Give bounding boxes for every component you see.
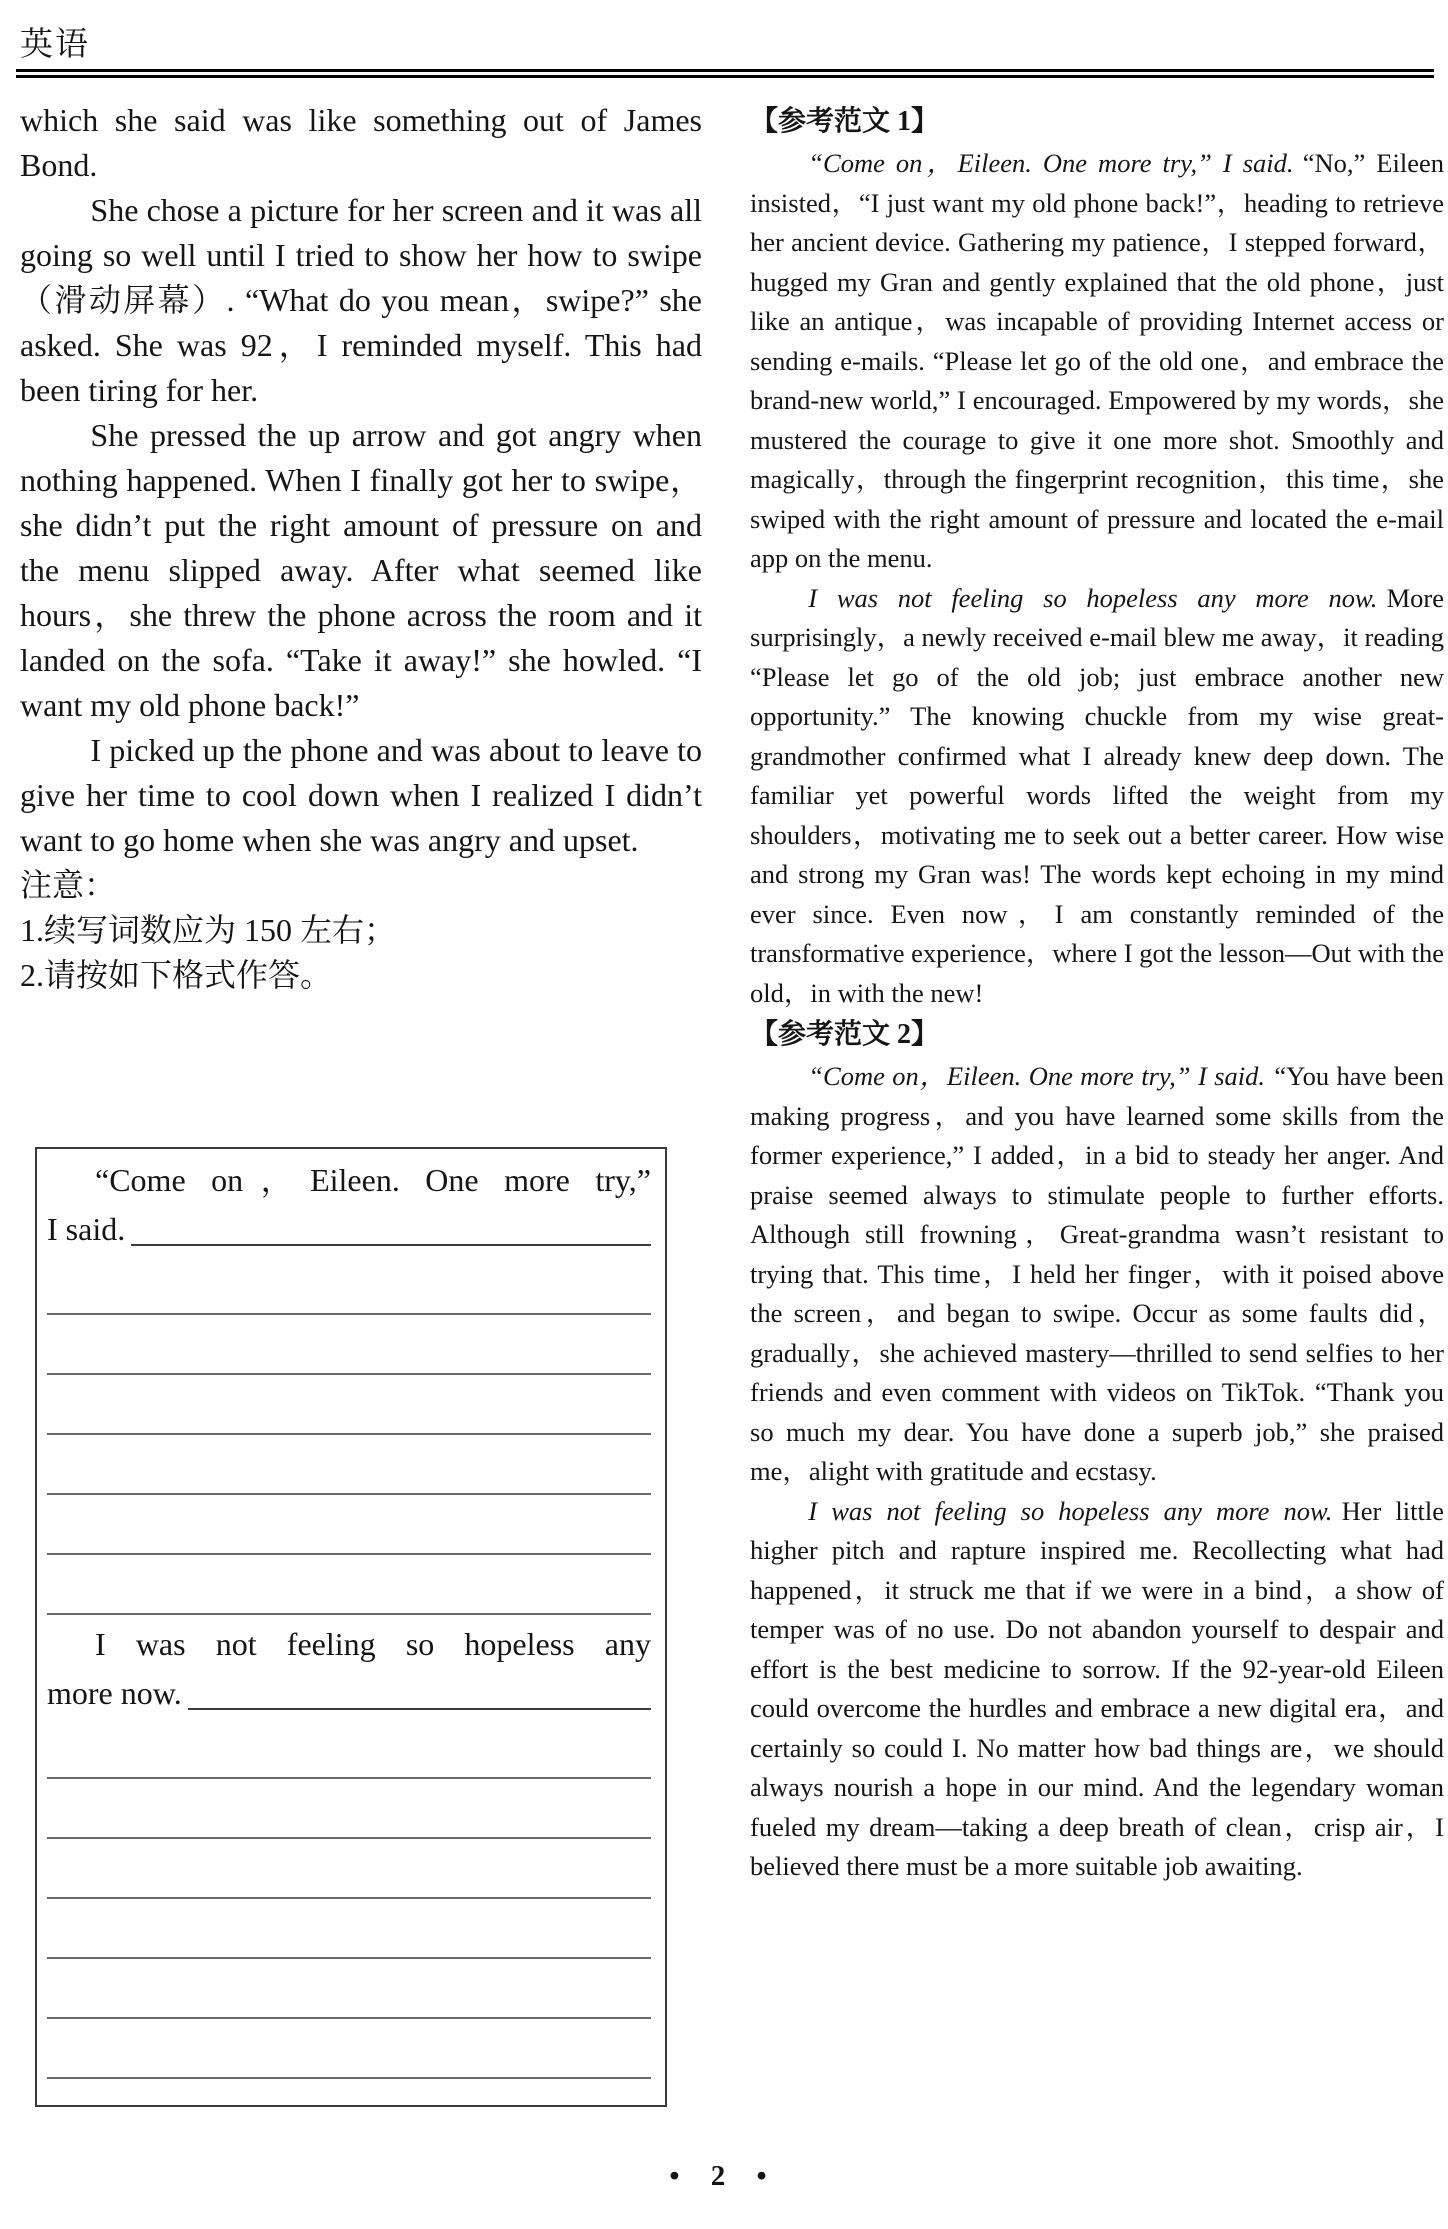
writing-line bbox=[47, 1719, 651, 1779]
essay-paragraph bbox=[750, 579, 1444, 1014]
essay-lead-sentence: I was not feeling so hopeless any more now. bbox=[808, 1495, 1333, 1526]
story-section bbox=[20, 98, 702, 1133]
essay-lead-sentence: “Come on，Eileen. One more try,” I said. bbox=[808, 148, 1294, 178]
essay-2 bbox=[750, 1013, 1444, 1887]
essay-body-text: Her little higher pitch and rapture inspired me. Recollecting what had happened，it struck me that if we were in a bind，a show of temper was of no use. Do not abandon yourself to despair and effort is the best medicine to sorrow. If the 92-year-old Eileen could overcome the hurdles and embrace a new digital era，and certainly so could I. No matter how bad things are，we should always nourish a hope in our mind. And the legendary woman fueled my dream—taking a deep breath of clean，crisp air，I believed there must be a more suitable job awaiting. bbox=[750, 1495, 1444, 1881]
story-paragraph: which she said was like something out of James Bond. bbox=[20, 102, 702, 183]
story-paragraph: She chose a picture for her screen and it was all going so well until I tried to show her how to swipe（滑动屏幕）. “What do you mean，swipe?” she asked. She was 92，I reminded myself. This had been tiring for her. bbox=[20, 192, 702, 408]
writing-line bbox=[47, 1959, 651, 2019]
notice-item: 1.续写词数应为 150 左右； bbox=[20, 912, 397, 948]
answer-sentence-1-continued bbox=[47, 1203, 651, 1255]
writing-line bbox=[47, 1375, 651, 1435]
writing-line bbox=[47, 1495, 651, 1555]
writing-line bbox=[47, 2019, 651, 2079]
writing-line bbox=[47, 1255, 651, 1315]
notice-label: 注意： bbox=[20, 867, 117, 903]
answer-blank-line bbox=[131, 1203, 651, 1246]
story-paragraph: She pressed the up arrow and got angry when nothing happened. When I finally got her to swipe，she didn’t put the right amount of pressure on and the menu slipped away. After what seemed like hours，she threw the phone across the room and it landed on the sofa. “Take it away!” she howled. “I want my old phone back!” bbox=[20, 417, 702, 723]
answer-sentence-1: “Come on，Eileen. One more try,” bbox=[95, 1162, 651, 1198]
essay-1 bbox=[750, 100, 1444, 1013]
essay-body-text: More surprisingly，a newly received e-mail blew me away，it reading “Please let go of the old job; just embrace another new opportunity.” The knowing chuckle from my wise great-grandmother confirmed what I already knew deep down. The familiar yet powerful words lifted the weight from my shoulders，motivating me to seek out a better career. How wise and strong my Gran was! The words kept echoing in my mind ever since. Even now，I am constantly reminded of the transformative experience，where I got the lesson—Out with the old，in with the new! bbox=[750, 582, 1444, 1008]
essay-paragraph bbox=[750, 1492, 1444, 1887]
answer-sentence-1-tail-text: I said. bbox=[47, 1211, 126, 1247]
essay-paragraph bbox=[750, 144, 1444, 579]
essay-paragraph bbox=[750, 1057, 1444, 1492]
writing-line bbox=[47, 1899, 651, 1959]
header-divider bbox=[16, 69, 1434, 78]
writing-line bbox=[47, 1839, 651, 1899]
page-number: • 2 • bbox=[669, 2160, 779, 2192]
writing-line bbox=[47, 1435, 651, 1495]
essay-body-text: “No,” Eileen insisted，“I just want my old phone back!”，heading to retrieve her ancient device. Gathering my patience，I stepped forward，hugged my Gran and gently explained that the old phone，just like an antique，was incapable of providing Internet access or sending e-mails. “Please let go of the old one，and embrace the brand-new world,” I encouraged. Empowered by my words，she mustered the courage to give it one more shot. Smoothly and magically，through the fingerprint recognition，this time，she swiped with the right amount of pressure and located the e-mail app on the menu. bbox=[750, 148, 1444, 573]
answer-sentence-2: I was not feeling so hopeless any bbox=[95, 1626, 651, 1662]
right-column bbox=[750, 100, 1444, 1887]
essay-lead-sentence: I was not feeling so hopeless any more now. bbox=[808, 582, 1378, 613]
essay-lead-sentence: “Come on，Eileen. One more try,” I said. bbox=[808, 1061, 1266, 1091]
answer-box-spacer bbox=[47, 2079, 651, 2105]
answer-sentence-2-continued bbox=[47, 1667, 651, 1719]
writing-line bbox=[47, 1315, 651, 1375]
answer-box bbox=[35, 1147, 667, 2107]
essay-heading: 【参考范文 2】 bbox=[750, 1019, 940, 1050]
essay-heading: 【参考范文 1】 bbox=[750, 106, 940, 137]
notice-item: 2.请按如下格式作答。 bbox=[20, 957, 333, 993]
story-paragraph: I picked up the phone and was about to leave to give her time to cool down when I realized I didn’t want to go home when she was angry and upset. bbox=[20, 732, 702, 858]
answer-sentence-2-tail-text: more now. bbox=[47, 1675, 182, 1711]
writing-line bbox=[47, 1555, 651, 1615]
left-column bbox=[20, 98, 702, 2107]
writing-line bbox=[47, 1779, 651, 1839]
page-title: 英语 bbox=[20, 27, 90, 63]
answer-blank-line bbox=[188, 1667, 651, 1710]
essay-body-text: “You have been making progress，and you have learned some skills from the former experience,” I added，in a bid to steady her anger. And praise seemed always to stimulate people to further efforts. Although still frowning，Great-grandma wasn’t resistant to trying that. This time，I held her finger，with it poised above the screen，and began to swipe. Occur as some faults did，gradually，she achieved mastery—thrilled to send selfies to her friends and even comment with videos on TikTok. “Thank you so much my dear. You have done a superb job,” she praised me，alight with gratitude and ecstasy. bbox=[750, 1061, 1445, 1486]
